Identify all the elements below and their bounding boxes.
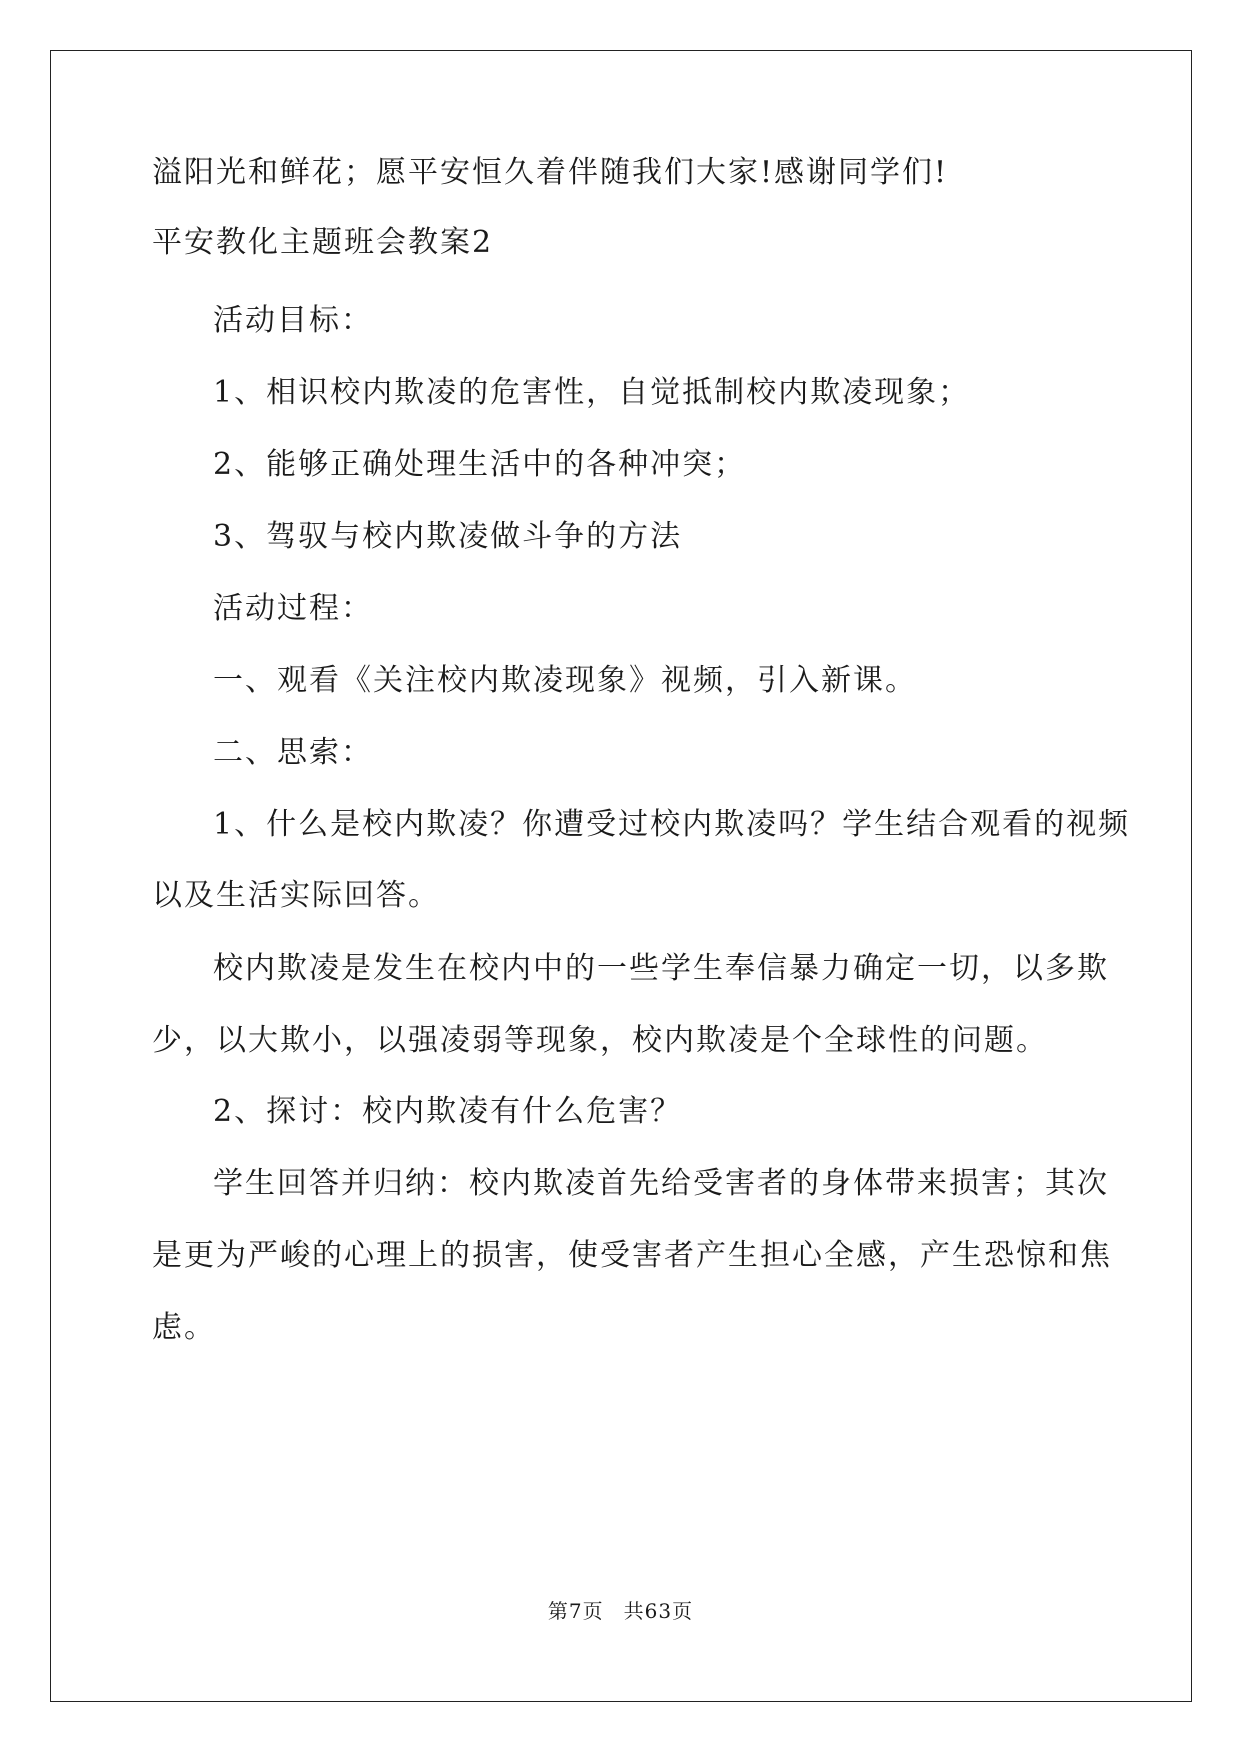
- process-step-2: 二、思索：: [213, 735, 373, 770]
- heading-activity-process: 活动过程：: [213, 591, 373, 626]
- page-total: 共63页: [623, 1599, 694, 1623]
- heading-activity-goals: 活动目标：: [213, 303, 373, 338]
- paragraph-line: 学生回答并归纳：校内欺凌首先给受害者的身体带来损害；其次: [213, 1166, 1109, 1201]
- paragraph-line: 校内欺凌是发生在校内中的一些学生奉信暴力确定一切，以多欺: [213, 951, 1109, 986]
- page-border: [50, 50, 1192, 1702]
- goal-item-3: 3、驾驭与校内欺凌做斗争的方法: [213, 519, 683, 554]
- page-number: 第7页: [547, 1599, 604, 1623]
- paragraph-line: 1、什么是校内欺凌？你遭受过校内欺凌吗？学生结合观看的视频: [213, 807, 1131, 842]
- paragraph-line: 虑。: [152, 1310, 216, 1345]
- page-footer: [0, 1599, 1241, 1623]
- paragraph-line: 2、探讨：校内欺凌有什么危害？: [213, 1094, 683, 1129]
- paragraph-line: 溢阳光和鲜花；愿平安恒久着伴随我们大家!感谢同学们!: [152, 155, 949, 190]
- goal-item-1: 1、相识校内欺凌的危害性，自觉抵制校内欺凌现象；: [213, 375, 971, 410]
- paragraph-line: 以及生活实际回答。: [152, 878, 440, 913]
- paragraph-line: 是更为严峻的心理上的损害，使受害者产生担心全感，产生恐惊和焦: [152, 1238, 1112, 1273]
- section-title: 平安教化主题班会教案2: [152, 225, 494, 260]
- paragraph-line: 少，以大欺小，以强凌弱等现象，校内欺凌是个全球性的问题。: [152, 1023, 1048, 1058]
- process-step-1: 一、观看《关注校内欺凌现象》视频，引入新课。: [213, 663, 917, 698]
- goal-item-2: 2、能够正确处理生活中的各种冲突；: [213, 447, 747, 482]
